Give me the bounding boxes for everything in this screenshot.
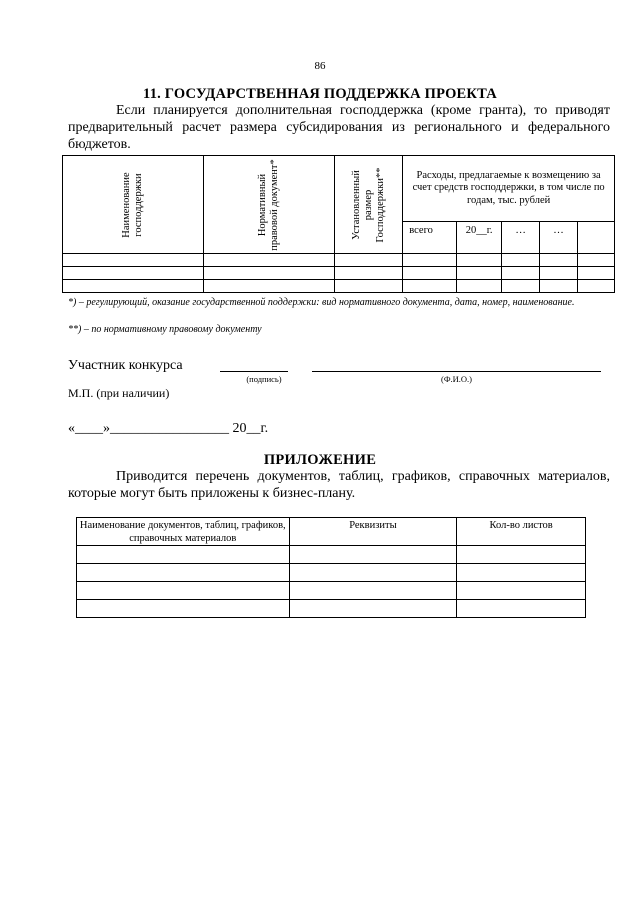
signature-line	[220, 371, 288, 372]
table-row	[63, 280, 615, 293]
section-title: 11. ГОСУДАРСТВЕННАЯ ПОДДЕРЖКА ПРОЕКТА	[143, 86, 497, 102]
appendix-paragraph: Приводится перечень документов, таблиц, графиков, справочных материалов, которые могут быть приложены к бизнес-плану.	[68, 469, 610, 501]
page-number: 86	[314, 60, 326, 72]
intro-paragraph: Если планируется дополнительная господдержка (кроме гранта), то приводят предварительный расчет размера субсидирования из регионального и федерального бюджетов.	[68, 103, 610, 152]
subheader-total: всего	[403, 221, 457, 253]
header-support-amount: Установленный размер Господдержки**	[335, 156, 403, 254]
appendix-title: ПРИЛОЖЕНИЕ	[263, 452, 377, 468]
header-normative-document: Нормативный правовой документ*	[203, 156, 335, 254]
footnote-2: **) – по нормативному правовому документу	[68, 324, 262, 335]
footnote-1: *) – регулирующий, оказание государственной поддержки: вид нормативного документа, дата, номер, наименование.	[68, 297, 575, 308]
subheader-blank	[578, 221, 615, 253]
signature-caption: (подпись)	[246, 374, 282, 384]
subheader-year: 20__г.	[457, 221, 502, 253]
support-table	[62, 155, 615, 293]
name-caption: (Ф.И.О.)	[440, 374, 473, 384]
table-row	[77, 582, 586, 600]
stamp-label: М.П. (при наличии)	[68, 386, 170, 400]
subheader-ellipsis-2: …	[540, 221, 578, 253]
table-row	[77, 546, 586, 564]
header-requisites: Реквизиты	[289, 518, 457, 546]
table-row	[63, 267, 615, 280]
header-documents: Наименование документов, таблиц, графиков, справочных материалов	[77, 518, 290, 546]
table-row	[77, 600, 586, 618]
appendix-table	[76, 517, 586, 618]
name-line	[312, 371, 601, 372]
table-row	[77, 564, 586, 582]
participant-label: Участник конкурса	[68, 358, 183, 373]
header-support-name: Наименование господдержки	[63, 156, 204, 254]
date-line: «____»_________________ 20__г.	[68, 421, 269, 436]
header-expenses: Расходы, предлагаемые к возмещению за счет средств господдержки, в том числе по годам, тыс. рублей	[403, 156, 615, 222]
header-sheets: Кол-во листов	[457, 518, 586, 546]
subheader-ellipsis-1: …	[502, 221, 540, 253]
table-row	[63, 254, 615, 267]
